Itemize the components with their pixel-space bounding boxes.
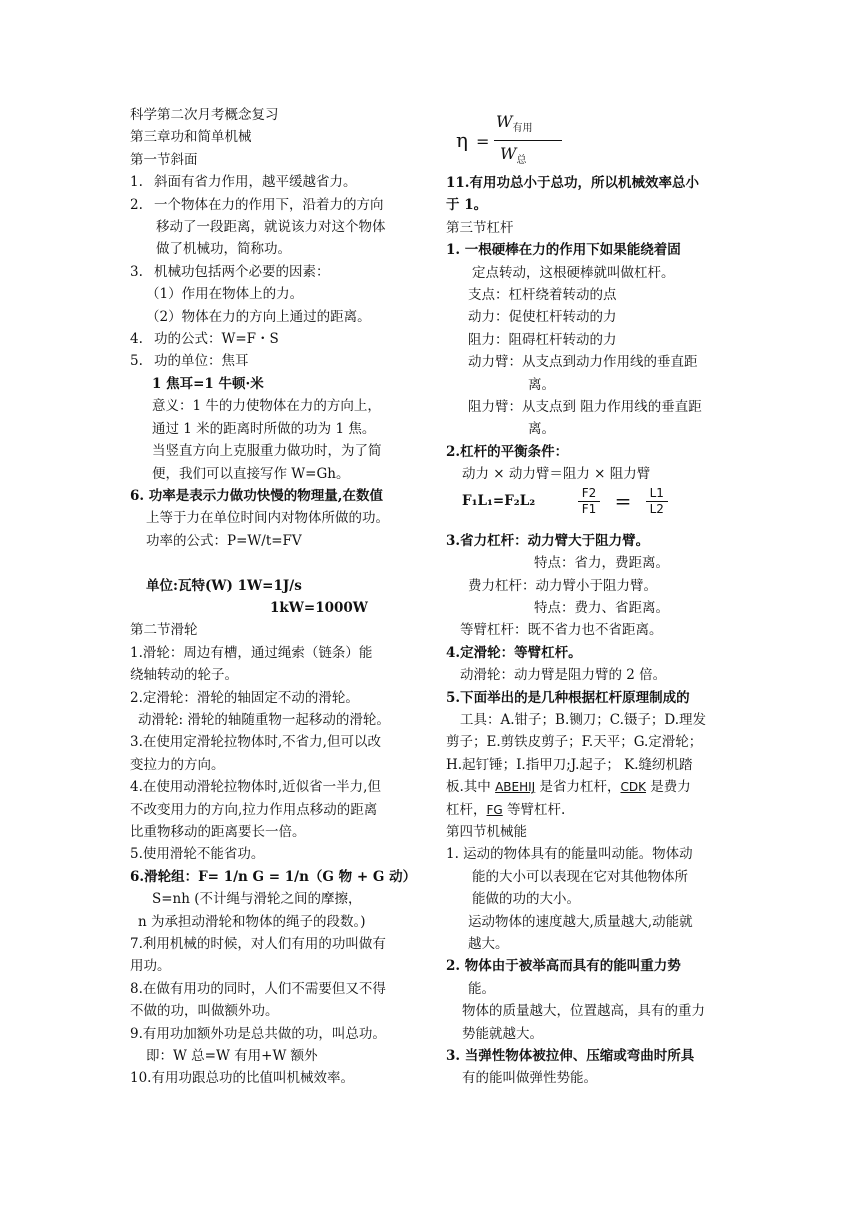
force-costing-lever: 费力杠杆：动力臂小于阻力臂。 — [468, 577, 657, 594]
power-unit: 单位:瓦特(W) 1W=1J/s — [146, 577, 302, 594]
kinetic-energy-5: 越大。 — [468, 936, 509, 952]
lever-balance-words: 动力 × 动力臂＝阻力 × 阻力臂 — [462, 466, 651, 483]
pulley-block-note: n 为承担动滑轮和物体的绳子的段数。) — [138, 913, 366, 930]
lever-balance-product: F₁L₁=F₂L₂ — [462, 492, 536, 509]
equal-arm-lever: 等臂杠杆：既不省力也不省距离。 — [460, 622, 663, 639]
power-definition-1: 6. 功率是表示力做功快慢的物理量,在数值 — [130, 487, 383, 504]
lever-tools-3: 剪子；E.剪铁皮剪子；F.天平；G.定滑轮； — [446, 734, 703, 751]
joule-meaning-2: 通过 1 米的距离时所做的功为 1 焦。 — [152, 420, 376, 437]
efficiency-formula — [456, 112, 566, 170]
gravitational-energy-3: 物体的质量越大，位置越高，具有的重力 — [462, 1003, 705, 1020]
lever-tools-1: 5.下面举出的是几种根据杠杆原理制成的 — [446, 689, 690, 706]
pulley-item-4-cont2: 比重物移动的距离要长一倍。 — [130, 823, 306, 840]
resistance-definition: 阻力：阻碍杠杆转动的力 — [468, 331, 617, 348]
incline-item-2: 2. 一个物体在力的作用下，沿着力的方向 — [130, 196, 384, 213]
efficiency-definition: 10.有用功跟总功的比值叫机械效率。 — [130, 1070, 354, 1087]
useful-work-2: 用功。 — [130, 958, 171, 975]
section-lever-heading: 第三节杠杆 — [446, 219, 514, 236]
eta-equals: = — [476, 132, 490, 151]
force-ratio: $\frac{F2}{F1}$ — [578, 486, 601, 517]
useful-work-1: 7.利用机械的时候，对人们有用的功叫做有 — [130, 936, 386, 953]
joule-definition: 1 焦耳=1 牛顿·米 — [152, 375, 264, 392]
section-energy-heading: 第四节机械能 — [446, 823, 527, 840]
kinetic-energy-1: 1. 运动的物体具有的能量叫动能。物体动 — [446, 846, 693, 863]
eta-numerator: $W_{有用}$ — [496, 112, 533, 135]
gravitational-energy-4: 势能就越大。 — [462, 1025, 543, 1042]
arm-ratio: $\frac{L1}{L2}$ — [646, 486, 668, 517]
pulley-item-1: 1.滑轮：周边有槽，通过绳索（链条）能 — [130, 644, 373, 661]
chapter-title: 第三章功和简单机械 — [130, 129, 252, 146]
gravity-work-1: 当竖直方向上克服重力做功时，为了简 — [152, 443, 382, 460]
force-costing-feature: 特点：费力、省距离。 — [534, 599, 669, 616]
force-saving-lever: 3.省力杠杆：动力臂大于阻力臂。 — [446, 532, 650, 549]
fulcrum-definition: 支点：杠杆绕着转动的点 — [468, 287, 617, 304]
movable-pulley-lever: 动滑轮：动力臂是阻力臂的 2 倍。 — [460, 667, 667, 684]
ratio-equals: = — [614, 488, 632, 513]
total-work-1: 9.有用功加额外功是总共做的功，叫总功。 — [130, 1025, 386, 1042]
eta-symbol: η — [456, 128, 468, 152]
right-column — [446, 172, 734, 1090]
lever-tools-2: 工具：A.钳子；B.铡刀；C.镊子；D.理发 — [460, 711, 707, 728]
lever-item-1-cont: 定点转动，这根硬棒就叫做杠杆。 — [472, 264, 675, 281]
extra-work-2: 不做的功，叫做额外功。 — [130, 1003, 279, 1020]
doc-title: 科学第二次月考概念复习 — [130, 107, 279, 123]
total-work-formula: 即：W 总=W 有用+W 额外 — [146, 1048, 318, 1065]
lever-tools-4: H.起钉锤；I.指甲刀;J.起子； K.缝纫机踏 — [446, 756, 693, 773]
elastic-energy-2: 有的能叫做弹性势能。 — [462, 1070, 597, 1087]
eta-denominator: $W_总$ — [500, 144, 527, 167]
kilowatt-conversion: 1kW=1000W — [270, 599, 368, 616]
incline-item-2-cont2: 做了机械功，简称功。 — [156, 241, 291, 258]
movable-pulley-definition: 动滑轮: 滑轮的轴随重物一起移动的滑轮。 — [138, 711, 390, 728]
force-saving-feature: 特点：省力，费距离。 — [534, 555, 669, 572]
extra-work-1: 8.在做有用功的同时，人们不需要但又不得 — [130, 980, 386, 997]
joule-meaning-1: 意义：1 牛的力使物体在力的方向上， — [152, 398, 381, 415]
efficiency-item-11-cont: 于 1。 — [446, 197, 488, 214]
pulley-item-4-cont: 不改变用力的方向,拉力作用点移动的距离 — [130, 801, 378, 818]
fixed-pulley-lever: 4.定滑轮：等臂杠杆。 — [446, 644, 582, 661]
incline-item-2-cont: 移动了一段距离，就说该力对这个物体 — [156, 219, 386, 236]
lever-balance-formula — [446, 486, 734, 530]
effort-arm-definition: 动力臂：从支点到动力作用线的垂直距 — [468, 354, 698, 371]
elastic-energy-1: 3. 当弹性物体被拉伸、压缩或弯曲时所具 — [446, 1048, 695, 1065]
gravity-work-2: 便，我们可以直接写作 W=Gh。 — [152, 465, 350, 482]
resistance-arm-definition-cont: 离。 — [528, 421, 555, 438]
section-incline-heading: 第一节斜面 — [130, 151, 198, 168]
pulley-item-5: 5.使用滑轮不能省功。 — [130, 846, 265, 863]
kinetic-energy-2: 能的大小可以表现在它对其他物体所 — [472, 868, 688, 885]
lever-item-1: 1. 一根硬棒在力的作用下如果能绕着固 — [446, 242, 681, 259]
incline-item-1: 1. 斜面有省力作用，越平缓越省力。 — [130, 174, 357, 191]
gravitational-energy-1: 2. 物体由于被举高而具有的能叫重力势 — [446, 958, 681, 975]
work-formula: 4. 功的公式：W=F・S — [130, 331, 279, 348]
work-factor-1: （1）作用在物体上的力。 — [146, 286, 304, 303]
eta-fraction-bar — [494, 140, 562, 141]
lever-balance-heading: 2.杠杆的平衡条件： — [446, 443, 569, 460]
lever-tools-5: 板.其中 ABEHIJ 是省力杠杆，CDK 是费力 — [446, 779, 691, 796]
pulley-item-4: 4.在使用动滑轮拉物体时,近似省一半力,但 — [130, 779, 381, 796]
kinetic-energy-4: 运动物体的速度越大,质量越大,动能就 — [468, 913, 693, 930]
pulley-item-3: 3.在使用定滑轮拉物体时,不省力,但可以改 — [130, 734, 381, 751]
pulley-block-formula: 6.滑轮组：F= 1/n G = 1/n（G 物 + G 动） — [130, 868, 417, 885]
left-column — [130, 104, 420, 1090]
pulley-item-3-cont: 变拉力的方向。 — [130, 756, 225, 773]
power-definition-2: 上等于力在单位时间内对物体所做的功。 — [146, 510, 389, 527]
pulley-block-distance: S=nh (不计绳与滑轮之间的摩擦， — [152, 891, 362, 908]
pulley-item-1-cont: 绕轴转动的轮子。 — [130, 667, 238, 684]
effort-arm-definition-cont: 离。 — [528, 376, 555, 393]
work-unit: 5. 功的单位：焦耳 — [130, 353, 249, 370]
work-factors: 3. 机械功包括两个必要的因素： — [130, 263, 330, 280]
power-formula: 功率的公式：P=W/t=FV — [146, 532, 302, 549]
effort-definition: 动力：促使杠杆转动的力 — [468, 309, 617, 326]
lever-tools-6: 杠杆，FG 等臂杠杆. — [446, 801, 566, 818]
section-pulley-heading: 第二节滑轮 — [130, 622, 198, 639]
kinetic-energy-3: 能做的功的大小。 — [472, 891, 580, 908]
resistance-arm-definition: 阻力臂：从支点到 阻力作用线的垂直距 — [468, 399, 702, 416]
work-factor-2: （2）物体在力的方向上通过的距离。 — [146, 308, 371, 325]
pulley-item-2: 2.定滑轮：滑轮的轴固定不动的滑轮。 — [130, 689, 359, 706]
gravitational-energy-2: 能。 — [468, 980, 495, 997]
efficiency-item-11: 11.有用功总小于总功，所以机械效率总小 — [446, 175, 699, 191]
